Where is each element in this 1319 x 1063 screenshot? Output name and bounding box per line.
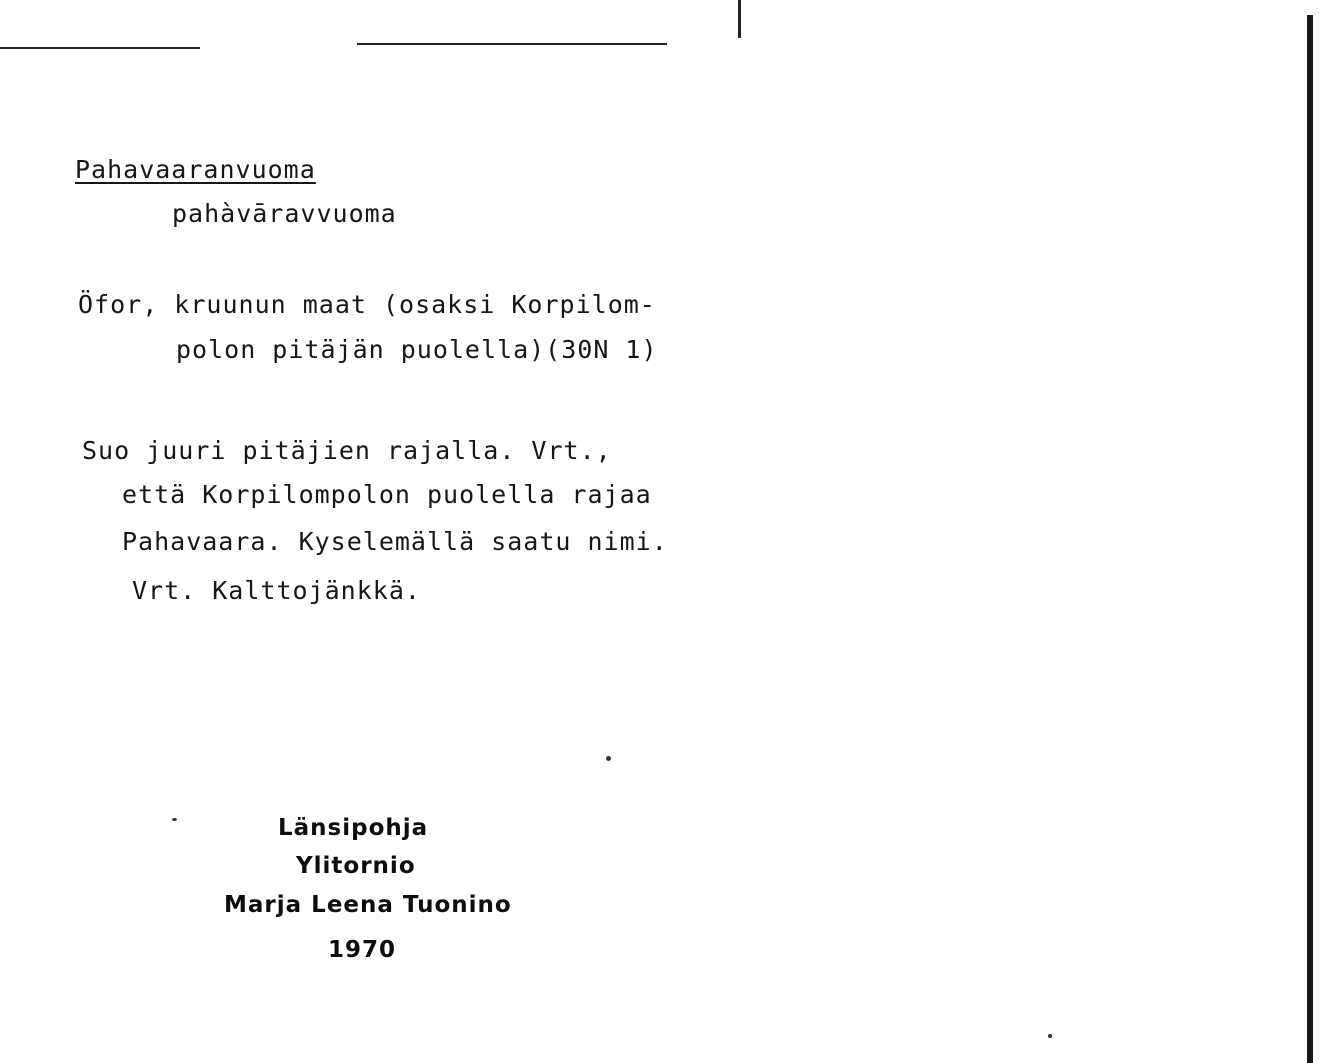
note-line-1: Suo juuri pitäjien rajalla. Vrt.,	[82, 436, 612, 465]
top-edge-line-left	[0, 47, 200, 49]
speck	[606, 756, 611, 761]
right-edge-border	[1307, 15, 1313, 1063]
note-line-3: Pahavaara. Kyselemällä saatu nimi.	[122, 527, 668, 556]
pronunciation: pahàvāravvuoma	[172, 199, 397, 228]
speck	[172, 818, 177, 821]
stamp-year: 1970	[328, 937, 397, 963]
headword: Pahavaaranvuoma	[75, 155, 316, 184]
location-line-1: Öfor, kruunun maat (osaksi Korpilom-	[78, 290, 656, 319]
top-edge-line-right	[357, 43, 667, 45]
note-line-2: että Korpilompolon puolella rajaa	[122, 480, 652, 509]
top-edge-tick	[738, 0, 741, 38]
note-line-4: Vrt. Kalttojänkkä.	[132, 576, 421, 605]
speck	[1048, 1034, 1052, 1038]
stamp-collector: Marja Leena Tuonino	[224, 892, 512, 918]
stamp-region: Länsipohja	[278, 815, 429, 841]
location-line-2: polon pitäjän puolella)(30N 1)	[176, 335, 658, 364]
stamp-parish: Ylitornio	[296, 853, 416, 879]
